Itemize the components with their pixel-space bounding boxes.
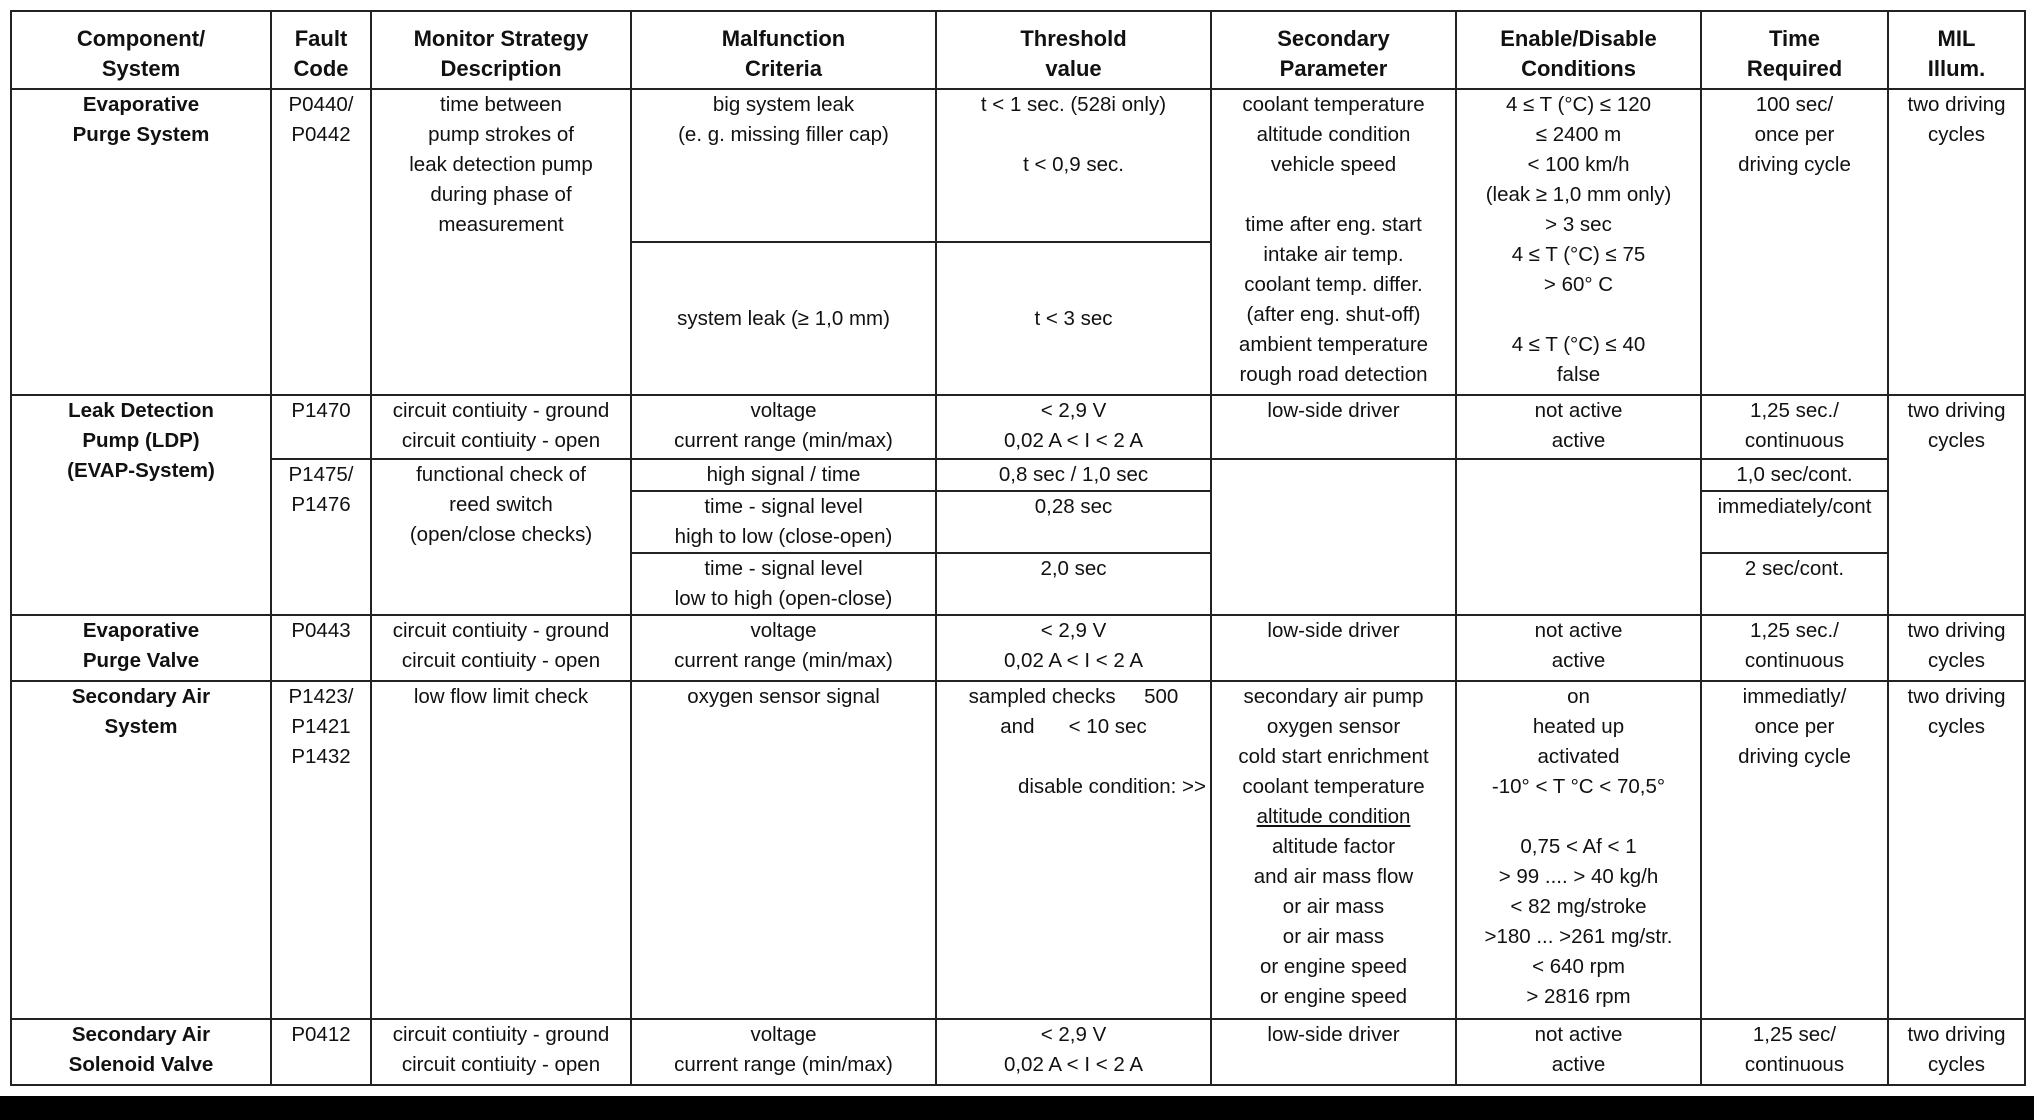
- component-cell: Evaporative Purge System: [11, 89, 271, 395]
- header-mil: MIL Illum.: [1888, 11, 2025, 89]
- enable-cell: on heated up activated -10° < T °C < 70,5° 0,75 < Af < 1 > 99 .... > 40 kg/h < 82 mg/stroke >180 ... >261 mg/str. < 640 rpm > 2816 rpm: [1456, 681, 1701, 1019]
- table-row: [11, 89, 2025, 242]
- fault-code-cell: P1423/ P1421 P1432: [271, 681, 371, 1019]
- threshold-cell: < 2,9 V 0,02 A < I < 2 A: [936, 615, 1211, 681]
- threshold-cell: < 2,9 V 0,02 A < I < 2 A: [936, 395, 1211, 459]
- mil-cell: two driving cycles: [1888, 89, 2025, 395]
- monitor-cell: circuit contiuity - ground circuit contiuity - open: [371, 1019, 631, 1085]
- time-cell: 100 sec/ once per driving cycle: [1701, 89, 1888, 395]
- fault-code-cell: P0440/ P0442: [271, 89, 371, 395]
- secondary-cell: low-side driver: [1211, 395, 1456, 459]
- secondary-cell: [1211, 459, 1456, 615]
- header-fault-code: Fault Code: [271, 11, 371, 89]
- component-cell: Leak Detection Pump (LDP) (EVAP-System): [11, 395, 271, 615]
- malfunction-cell: big system leak (e. g. missing filler cap): [631, 89, 936, 242]
- malfunction-cell: oxygen sensor signal: [631, 681, 936, 1019]
- mil-cell: two driving cycles: [1888, 1019, 2025, 1085]
- fault-code-cell: P1475/ P1476: [271, 459, 371, 615]
- threshold-cell: t < 1 sec. (528i only) t < 0,9 sec.: [936, 89, 1211, 242]
- fault-code-cell: P1470: [271, 395, 371, 459]
- header-row: [11, 11, 2025, 89]
- threshold-cell: 2,0 sec: [936, 553, 1211, 615]
- header-malfunction: Malfunction Criteria: [631, 11, 936, 89]
- time-cell: immediately/cont: [1701, 491, 1888, 553]
- monitor-cell: circuit contiuity - ground circuit contiuity - open: [371, 615, 631, 681]
- time-cell: 1,25 sec./ continuous: [1701, 615, 1888, 681]
- monitor-cell: circuit contiuity - ground circuit contiuity - open: [371, 395, 631, 459]
- header-component: Component/ System: [11, 11, 271, 89]
- header-time: Time Required: [1701, 11, 1888, 89]
- time-cell: 2 sec/cont.: [1701, 553, 1888, 615]
- malfunction-cell: high signal / time: [631, 459, 936, 491]
- header-threshold: Threshold value: [936, 11, 1211, 89]
- enable-cell: not active active: [1456, 1019, 1701, 1085]
- malfunction-cell: time - signal level low to high (open-close): [631, 553, 936, 615]
- table-row: [11, 1019, 2025, 1085]
- mil-cell: two driving cycles: [1888, 615, 2025, 681]
- malfunction-cell: time - signal level high to low (close-open): [631, 491, 936, 553]
- threshold-cell: t < 3 sec: [936, 242, 1211, 395]
- time-cell: immediatly/ once per driving cycle: [1701, 681, 1888, 1019]
- mil-cell: two driving cycles: [1888, 395, 2025, 615]
- malfunction-cell: system leak (≥ 1,0 mm): [631, 242, 936, 395]
- table-row: [11, 615, 2025, 681]
- enable-cell: [1456, 459, 1701, 615]
- time-cell: 1,25 sec./ continuous: [1701, 395, 1888, 459]
- header-monitor: Monitor Strategy Description: [371, 11, 631, 89]
- component-cell: Evaporative Purge Valve: [11, 615, 271, 681]
- threshold-cell: < 2,9 V 0,02 A < I < 2 A: [936, 1019, 1211, 1085]
- header-secondary: Secondary Parameter: [1211, 11, 1456, 89]
- component-cell: Secondary Air Solenoid Valve: [11, 1019, 271, 1085]
- enable-cell: 4 ≤ T (°C) ≤ 120 ≤ 2400 m < 100 km/h (leak ≥ 1,0 mm only) > 3 sec 4 ≤ T (°C) ≤ 75 > 60° C 4 ≤ T (°C) ≤ 40 false: [1456, 89, 1701, 395]
- component-cell: Secondary Air System: [11, 681, 271, 1019]
- secondary-cell: low-side driver: [1211, 615, 1456, 681]
- threshold-cell: 0,28 sec: [936, 491, 1211, 553]
- threshold-cell: sampled checks 500 and < 10 sec disable condition: >>: [936, 681, 1211, 1019]
- malfunction-cell: voltage current range (min/max): [631, 615, 936, 681]
- monitor-cell: low flow limit check: [371, 681, 631, 1019]
- enable-cell: not active active: [1456, 615, 1701, 681]
- table-row: [11, 395, 2025, 459]
- table-row: [11, 681, 2025, 1019]
- threshold-cell: 0,8 sec / 1,0 sec: [936, 459, 1211, 491]
- table-row: [11, 459, 2025, 491]
- malfunction-cell: voltage current range (min/max): [631, 1019, 936, 1085]
- mil-cell: two driving cycles: [1888, 681, 2025, 1019]
- monitor-cell: time between pump strokes of leak detection pump during phase of measurement: [371, 89, 631, 395]
- secondary-cell: low-side driver: [1211, 1019, 1456, 1085]
- malfunction-cell: voltage current range (min/max): [631, 395, 936, 459]
- enable-cell: not active active: [1456, 395, 1701, 459]
- monitor-cell: functional check of reed switch (open/close checks): [371, 459, 631, 615]
- time-cell: 1,0 sec/cont.: [1701, 459, 1888, 491]
- fault-code-cell: P0443: [271, 615, 371, 681]
- header-enable: Enable/Disable Conditions: [1456, 11, 1701, 89]
- obd-monitor-table: [10, 10, 2026, 1086]
- secondary-cell: secondary air pump oxygen sensor cold start enrichment coolant temperature altitude condition altitude factor and air mass flow or air mass or air mass or engine speed or engine speed: [1211, 681, 1456, 1019]
- fault-code-cell: P0412: [271, 1019, 371, 1085]
- time-cell: 1,25 sec/ continuous: [1701, 1019, 1888, 1085]
- secondary-cell: coolant temperature altitude condition vehicle speed time after eng. start intake air temp. coolant temp. differ. (after eng. shut-off) ambient temperature rough road detection: [1211, 89, 1456, 395]
- page-bottom-rule: [0, 1096, 2034, 1120]
